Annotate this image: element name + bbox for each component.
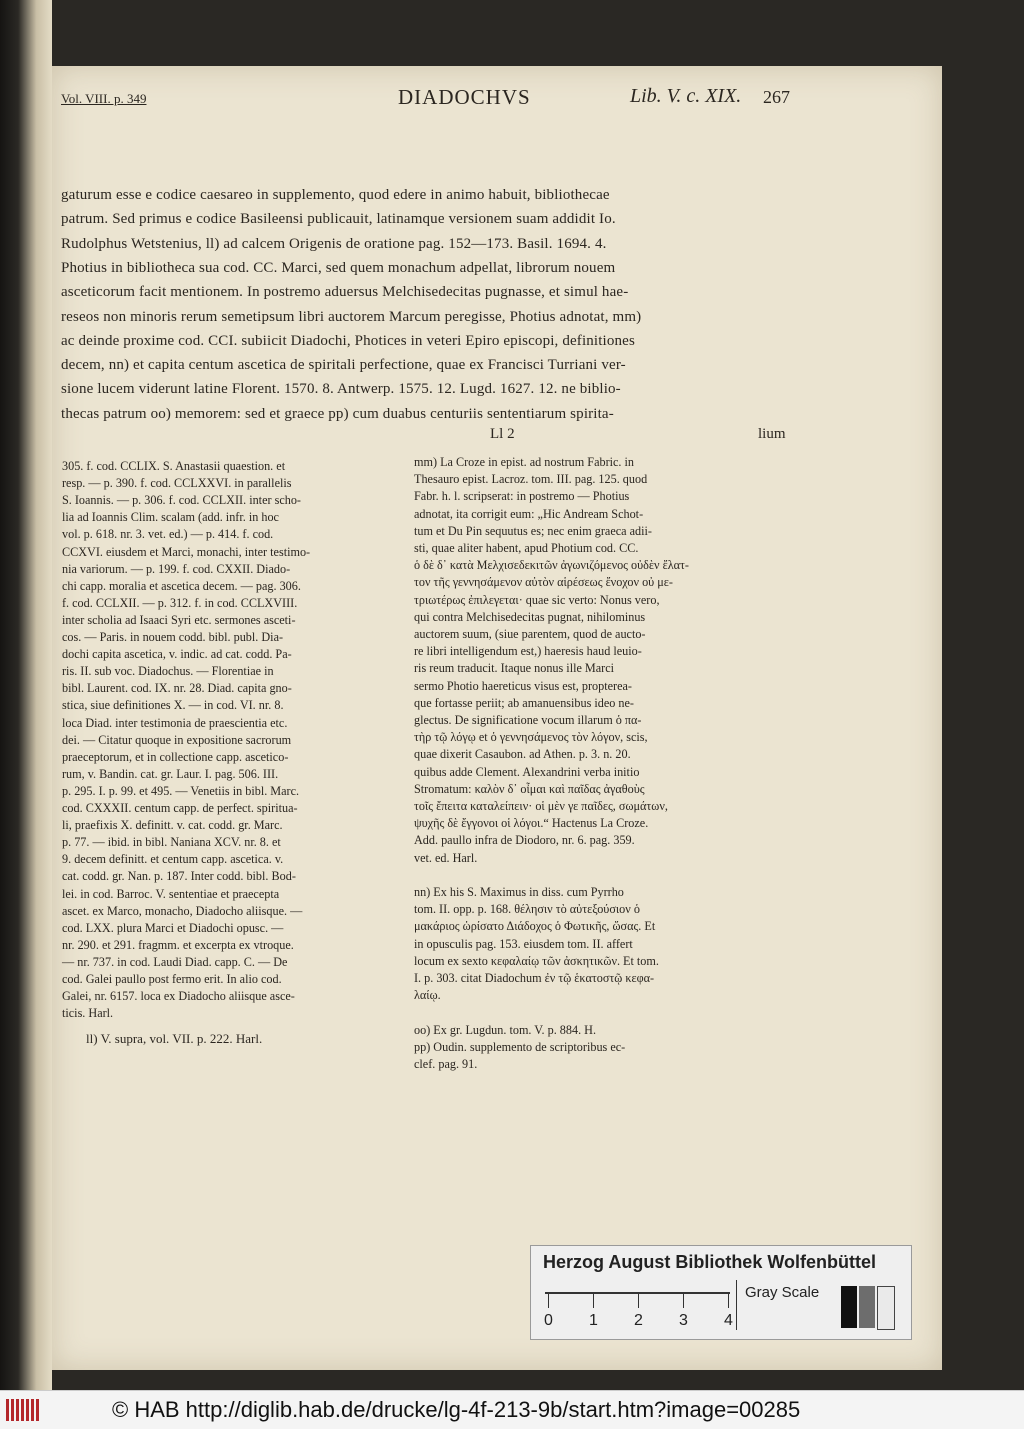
footnote-line: ris reum traducit. Itaque nonus ille Marci [414, 661, 615, 676]
body-line: ac deinde proxime cod. CCI. subiicit Diadochi, Photices in veteri Epiro episcopi, definitiones [61, 332, 635, 349]
footnote-line: li, praefixis X. definitt. v. cat. codd. gr. Marc. [62, 818, 283, 833]
body-line: asceticorum facit mentionem. In postremo aduersus Melchisedecitas pugnasse, et simul hae- [61, 284, 629, 301]
body-line: Rudolphus Wetstenius, ll) ad calcem Origenis de oratione pag. 152—173. Basil. 1694. 4. [61, 235, 607, 252]
footnote-line: cod. LXX. plura Marci et Diadochi opusc. — [62, 920, 284, 935]
footnote-line: inter scholia ad Isaaci Syri etc. sermones asceti- [62, 612, 296, 627]
ruler-tick [593, 1294, 594, 1308]
footnote-line: mm) La Croze in epist. ad nostrum Fabric. in [414, 455, 635, 469]
footnote-line: ticis. Harl. [62, 1006, 114, 1021]
ruler-tick [728, 1294, 729, 1308]
copyright-url[interactable]: © HAB http://diglib.hab.de/drucke/lg-4f-213-9b/start.htm?image=00285 [112, 1397, 801, 1422]
footnote-line: rum, v. Bandin. cat. gr. Laur. I. pag. 506. III. [62, 766, 279, 781]
body-line: sione lucem viderunt latine Florent. 1570. 8. Antwerp. 1575. 12. Lugd. 1627. 12. ne biblio- [61, 381, 621, 398]
library-name: Herzog August Bibliothek Wolfenbüttel [543, 1252, 876, 1272]
footnote-line: re libri intelligendum est,) haeresis haud leuio- [414, 644, 642, 659]
body-line: gaturum esse e codice caesareo in supplemento, quod edere in animo habuit, bibliothecae [61, 187, 610, 203]
footnote-line: loca Diad. inter testimonia de praescientia etc. [62, 715, 288, 730]
footnote-line: τοῖς ἔπειτα καταλείπειν· οἱ μὲν γε παῖδες, σωμάτων, [414, 799, 668, 813]
ruler-label: 2 [634, 1312, 643, 1329]
gray-swatch-black [841, 1286, 857, 1328]
footnote-line: cos. — Paris. in nouem codd. bibl. publ. Dia- [62, 630, 284, 644]
footnote-line: 305. f. cod. CCLIX. S. Anastasii quaestion. et [62, 459, 286, 473]
ruler-tick [548, 1294, 549, 1308]
hab-logo-icon [6, 1399, 40, 1421]
body-line: decem, nn) et capita centum ascetica de spiritali perfectione, quae ex Francisci Turriani ver- [61, 357, 626, 374]
scale-ruler [544, 1292, 733, 1329]
footnote-ll: ll) V. supra, vol. VII. p. 222. Harl. [86, 1031, 263, 1046]
footnote-line: lei. in cod. Barroc. V. sententiae et praecepta [62, 886, 280, 901]
footnote-line: Add. paullo infra de Diodoro, nr. 6. pag. 359. [414, 833, 635, 848]
footnote-line: ὁ δὲ δ᾽ κατὰ Μελχισεδεκιτῶν ἀγωνιζόμενος οὐδὲν ἔλατ- [414, 558, 689, 573]
footnote-line: nia variorum. — p. 199. f. cod. CXXII. Diado- [62, 561, 291, 576]
footnote-line: oo) Ex gr. Lugdun. tom. V. p. 884. H. [414, 1022, 597, 1037]
footnote-line: Galei, nr. 6157. loca ex Diadocho aliisque asce- [62, 989, 295, 1004]
catchword: lium [758, 426, 786, 442]
footnote-line: sti, quae aliter habent, apud Photium cod. CC. [414, 541, 639, 555]
reference-card [530, 1245, 912, 1340]
footnote-line: pp) Oudin. supplemento de scriptoribus ec- [414, 1039, 626, 1054]
footnote-line: quae dixerit Casaubon. ad Athen. p. 3. n. 20. [414, 747, 631, 762]
footnote-line: μακάριος ὡρίσατο Διάδοχος ὁ Φωτικῆς, ὥσας. Et [414, 919, 656, 934]
footnote-line: que fortasse periit; ab amanuensibus ideo ne- [414, 695, 634, 710]
header-title: DIADOCHVS [398, 85, 531, 109]
body-line: patrum. Sed primus e codice Basileensi publicauit, latinamque versionem suam addidit Io. [61, 211, 616, 228]
body-line: reseos non minoris rerum semetipsum libri auctorem Marcum peregisse, Photius adnotat, mm) [61, 308, 642, 325]
footnote-line: Stromatum: καλὸν δ᾽ οἶμαι καὶ παῖδας ἀγαθοὺς [414, 781, 645, 796]
footnote-line: vet. ed. Harl. [414, 850, 478, 865]
footnote-line: qui contra Melchisedecitas pugnat, nihilominus [414, 609, 646, 624]
footnote-line: chi capp. moralia et ascetica decem. — pag. 306. [62, 578, 301, 593]
footnote-line: τριωτέρως ἐπιλεγεται· quae sic verto: Nonus vero, [414, 592, 660, 607]
footnote-line: nn) Ex his S. Maximus in diss. cum Pyrrho [414, 885, 624, 899]
footnote-line: resp. — p. 390. f. cod. CCLXXVI. in parallelis [62, 476, 292, 491]
ruler-tick [683, 1294, 684, 1308]
footnote-line: S. Ioannis. — p. 306. f. cod. CCLXII. inter scho- [62, 493, 301, 508]
printer-signature: Ll 2 [490, 426, 515, 442]
footnote-line: adnotat, ita corrigit eum: „Hic Andream Schot- [414, 506, 644, 521]
ruler-label: 1 [589, 1312, 598, 1329]
footnote-line: f. cod. CCLXII. — p. 312. f. in cod. CCLXVIII. [62, 595, 298, 610]
gray-swatch-white [877, 1286, 895, 1330]
ruler-label: 0 [544, 1312, 553, 1329]
footnote-line: τὴρ τῷ λόγῳ et ὁ γεννησάμενος τὸν λόγον, scis, [414, 730, 648, 745]
gray-swatch-mid [859, 1286, 875, 1328]
footnote-line: vol. p. 618. nr. 3. vet. ed.) — p. 414. f. cod. [62, 527, 274, 542]
page-number: 267 [763, 87, 790, 107]
footnote-line: ascet. ex Marco, monacho, Diadocho aliisque. — [62, 903, 303, 918]
footnote-line: auctorem suum, (siue parentem, quod de aucto- [414, 627, 646, 641]
footnote-line: glectus. De significatione vocum illarum ὁ πα- [414, 713, 642, 727]
footnote-line: Fabr. h. l. scripserat: in postremo — Photius [414, 489, 630, 504]
ruler-tick [638, 1294, 639, 1308]
footnote-line: dei. — Citatur quoque in expositione sacrorum [62, 732, 292, 747]
body-line: thecas patrum oo) memorem: sed et graece pp) cum duabus centuriis sententiarum spirita- [61, 405, 614, 422]
footnote-line: Thesauro epist. Lacroz. tom. III. pag. 125. quod [414, 472, 648, 487]
footnote-line: p. 295. I. p. 99. et 495. — Venetiis in bibl. Marc. [62, 783, 300, 798]
footnote-line: nr. 290. et 291. fragmm. et excerpta ex vtroque. [62, 937, 294, 952]
footnote-line: sermo Photio haereticus visus est, propterea- [414, 678, 632, 693]
footnote-line: ψυχῆς δὲ ἔγγονοι οἱ λόγοι.“ Hactenus La Croze. [414, 816, 649, 831]
ruler-label: 3 [679, 1312, 688, 1329]
footnote-line: ris. II. sub voc. Diadochus. — Florentiae in [62, 664, 274, 679]
footnote-line: p. 77. — ibid. in bibl. Naniana XCV. nr. 8. et [62, 835, 281, 850]
footnote-line: clef. pag. 91. [414, 1057, 478, 1071]
footnote-line: τον τῆς γεννησάμενον αὐτὸν αἱρέσεως ἔνοχον οὐ με- [414, 575, 673, 590]
footnote-line: CCXVI. eiusdem et Marci, monachi, inter testimo- [62, 544, 311, 559]
book-spine-edge [0, 0, 52, 1390]
footnote-line: bibl. Laurent. cod. IX. nr. 28. Diad. capita gno- [62, 681, 292, 696]
header-book-chapter: Lib. V. c. XIX. [630, 85, 742, 107]
footnote-line: 9. decem definitt. et centum capp. ascetica. v. [62, 852, 284, 867]
footnote-line: λαίῳ. [414, 988, 441, 1003]
footnote-line: lia ad Ioannis Clim. scalam (add. infr. in hoc [62, 510, 279, 525]
footnote-line: locum ex sexto κεφαλαίῳ τῶν ἀσκητικῶν. Et tom. [414, 953, 659, 968]
footnote-line: cod. CXXXII. centum capp. de perfect. spiritua- [62, 801, 298, 815]
ruler-label: 4 [724, 1312, 733, 1329]
gray-scale-label: Gray Scale [745, 1284, 820, 1301]
card-divider [736, 1280, 737, 1330]
footnote-line: in opusculis pag. 153. eiusdem tom. II. affert [414, 936, 633, 951]
footnote-line: I. p. 303. citat Diadochum ἐν τῷ ἑκατοστῷ κεφα- [414, 971, 655, 985]
footnote-line: tum et Du Pin sequutus es; nec enim graeca adii- [414, 523, 652, 538]
footnote-line: — nr. 737. in cod. Laudi Diad. capp. C. — De [62, 954, 288, 969]
footnote-line: dochi capita ascetica, v. indic. ad cat. codd. Pa- [62, 647, 292, 662]
viewer-footer [0, 1390, 1024, 1429]
footnote-line: cat. codd. gr. Nan. p. 187. Inter codd. bibl. Bod- [62, 869, 296, 884]
footnote-line: stica, siue definitiones X. — in cod. VI. nr. 8. [62, 698, 284, 713]
body-line: Photius in bibliotheca sua cod. CC. Marci, sed quem monachum adpellat, librorum nouem [61, 259, 616, 276]
footnote-line: cod. Galei paullo post fermo erit. In alio cod. [62, 972, 282, 986]
footnote-line: quibus adde Clement. Alexandrini verba initio [414, 764, 640, 779]
footnote-line: praeceptorum, et in collectione capp. ascetico- [62, 749, 289, 764]
header-volume-reference: Vol. VIII. p. 349 [61, 91, 147, 106]
footnote-line: tom. II. opp. p. 168. θέλησιν τὸ αὐτεξούσιον ὁ [414, 902, 640, 917]
